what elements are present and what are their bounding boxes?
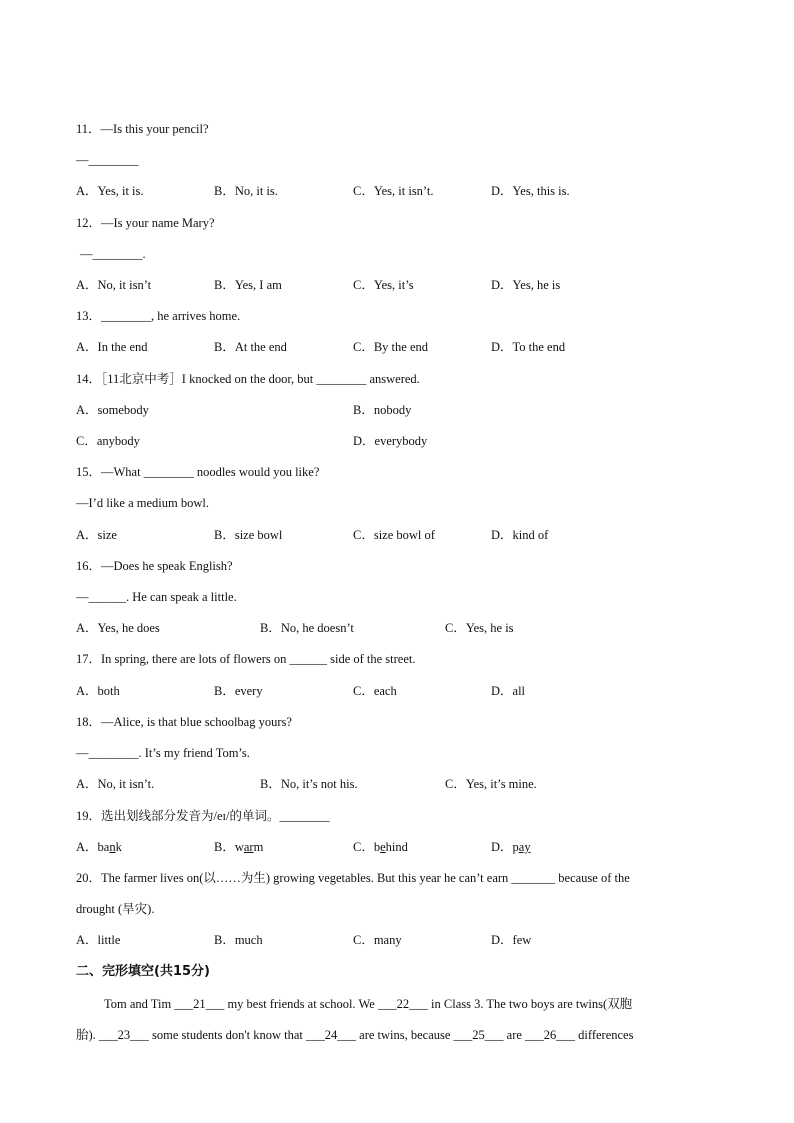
question-14-option-d: D．everybody (353, 434, 428, 448)
question-19-option-c: C．behind (353, 840, 408, 854)
question-20-option-d: D．few (491, 933, 532, 947)
question-18-option-b: B．No, it’s not his. (260, 777, 358, 791)
question-20-option-a: A．little (76, 933, 121, 947)
question-15-option-d: D．kind of (491, 528, 549, 542)
question-14-stem: 14．［11北京中考］I knocked on the door, but ________ answered. (76, 372, 420, 386)
question-13-option-d: D．To the end (491, 340, 566, 354)
question-15-option-c: C．size bowl of (353, 528, 435, 542)
question-16-option-a: A．Yes, he does (76, 621, 160, 635)
question-12-option-c: C．Yes, it’s (353, 278, 414, 292)
question-14-option-c: C．anybody (76, 434, 140, 448)
question-15-stem: 15．—What ________ noodles would you like? (76, 465, 320, 479)
question-15-option-a: A．size (76, 528, 117, 542)
question-20-option-c: C．many (353, 933, 402, 947)
question-20-option-b: B．much (214, 933, 263, 947)
question-19-stem: 19．选出划线部分发音为/eɪ/的单词。________ (76, 809, 330, 823)
question-16-option-c: C．Yes, he is (445, 621, 514, 635)
question-12-reply: —________. (80, 247, 146, 261)
question-18-stem: 18．—Alice, is that blue schoolbag yours? (76, 715, 292, 729)
question-13-option-a: A．In the end (76, 340, 148, 354)
question-11-option-a: A．Yes, it is. (76, 184, 144, 198)
question-13-option-b: B．At the end (214, 340, 287, 354)
question-16-stem: 16．—Does he speak English? (76, 559, 233, 573)
question-14-option-b: B．nobody (353, 403, 412, 417)
question-11-reply: —________ (76, 153, 139, 167)
question-18-option-a: A．No, it isn’t. (76, 777, 155, 791)
question-13-option-c: C．By the end (353, 340, 428, 354)
question-17-option-c: C．each (353, 684, 397, 698)
question-12-option-b: B．Yes, I am (214, 278, 282, 292)
passage-line-2: 胎). ___23___ some students don't know that ___24___ are twins, because ___25___ are ___26___ differences (76, 1028, 634, 1042)
question-17-option-d: D．all (491, 684, 526, 698)
question-20-stem: 20．The farmer lives on(以……为生) growing vegetables. But this year he can’t earn _______ because of the (76, 871, 630, 885)
question-12-option-d: D．Yes, he is (491, 278, 561, 292)
question-19-option-d: D．pay (491, 840, 531, 854)
question-11-option-c: C．Yes, it isn’t. (353, 184, 434, 198)
question-18-option-c: C．Yes, it’s mine. (445, 777, 537, 791)
question-16-option-b: B．No, he doesn’t (260, 621, 354, 635)
question-12-stem: 12．—Is your name Mary? (76, 216, 215, 230)
question-17-option-b: B．every (214, 684, 263, 698)
question-20-stem-continued: drought (旱灾). (76, 902, 155, 916)
section-heading: 二、完形填空(共15分) (76, 964, 210, 979)
question-19-option-b: B．warm (214, 840, 264, 854)
question-11-option-d: D．Yes, this is. (491, 184, 570, 198)
question-11-stem: 11．—Is this your pencil? (76, 122, 209, 136)
question-14-option-a: A．somebody (76, 403, 149, 417)
question-19-option-a: A．bank (76, 840, 122, 854)
question-16-reply: —______. He can speak a little. (76, 590, 237, 604)
question-13-stem: 13．________, he arrives home. (76, 309, 241, 323)
question-12-option-a: A．No, it isn’t (76, 278, 152, 292)
passage-line-1: Tom and Tim ___21___ my best friends at school. We ___22___ in Class 3. The two boys are twins(双胞 (104, 997, 633, 1011)
question-17-stem: 17．In spring, there are lots of flowers on ______ side of the street. (76, 652, 416, 666)
question-18-reply: —________. It’s my friend Tom’s. (76, 746, 250, 760)
question-15-reply: —I’d like a medium bowl. (76, 496, 209, 510)
question-15-option-b: B．size bowl (214, 528, 283, 542)
question-11-option-b: B．No, it is. (214, 184, 278, 198)
question-17-option-a: A．both (76, 684, 120, 698)
